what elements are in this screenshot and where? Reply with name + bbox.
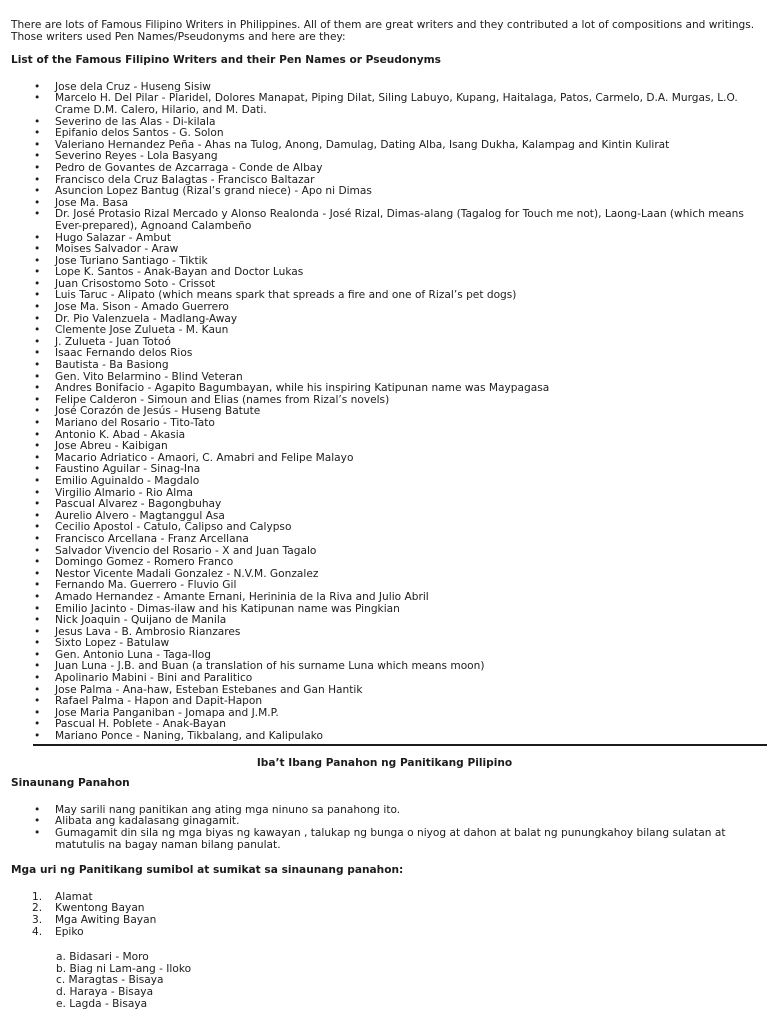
sinaunang-list-item: • Gumagamit din sila ng mga biyas ng kawayan , talukap ng bunga o niyog at dahon at balat ng punungkahoy bilang sulatan at matutulis na bagay naman bilang panulat. [55, 828, 758, 851]
list-item-text: Epiko [55, 925, 84, 938]
writer-list-item: • Apolinario Mabini - Bini and Paralitico [55, 673, 758, 685]
uri-heading: Mga uri ng Panitikang sumibol at sumikat sa sinaunang panahon: [11, 864, 404, 877]
writer-list-item: • Jose Maria Panganiban - Jomapa and J.M.P. [55, 708, 758, 720]
writers-list [11, 82, 758, 743]
writer-list-item: • Marcelo H. Del Pilar - Plaridel, Dolores Manapat, Piping Dilat, Siling Labuyo, Kupang, Haitalaga, Patos, Carmelo, D.A. Murgas, L.O. Crame D.M. Calero, Hilario, and M. Dati. [55, 93, 758, 116]
writer-list-item: • Pascual H. Poblete - Anak-Bayan [55, 719, 758, 731]
writer-list-item: • Severino Reyes - Lola Basyang [55, 151, 758, 163]
writer-list-item: • Jose Abreu - Kaibigan [55, 441, 758, 453]
writer-list-item: • Emilio Jacinto - Dimas-ilaw and his Katipunan name was Pingkian [55, 604, 758, 616]
writer-list-item: • Mariano del Rosario - Tito-Tato [55, 418, 758, 430]
writer-list-item: • Francisco Arcellana - Franz Arcellana [55, 534, 758, 546]
writer-list-item: • Dr. Pio Valenzuela - Madlang-Away [55, 314, 758, 326]
writer-list-item: • Hugo Salazar - Ambut [55, 233, 758, 245]
writer-list-item: • Francisco dela Cruz Balagtas - Francisco Baltazar [55, 175, 758, 187]
intro-paragraph: There are lots of Famous Filipino Writers in Philippines. All of them are great writers and they contributed a lot of compositions and writings. Those writers used Pen Names/Pseudonyms and here are they: [11, 19, 755, 43]
epic-item: d. Haraya - Bisaya [56, 985, 154, 998]
section-divider [33, 744, 767, 746]
writer-list-item: • Macario Adriatico - Amaori, C. Amabri and Felipe Malayo [55, 453, 758, 465]
writer-list-item: • Fernando Ma. Guerrero - Fluvio Gil [55, 580, 758, 592]
writer-list-item: • Jesus Lava - B. Ambrosio Rianzares [55, 627, 758, 639]
writer-list-item: • Domingo Gomez - Romero Franco [55, 557, 758, 569]
writer-list-item: • Antonio K. Abad - Akasia [55, 430, 758, 442]
writer-list-item: • Clemente Jose Zulueta - M. Kaun [55, 325, 758, 337]
writer-list-item: • Pedro de Govantes de Azcarraga - Conde de Albay [55, 163, 758, 175]
sinaunang-list [11, 805, 758, 851]
writer-list-item: • Bautista - Ba Basiong [55, 360, 758, 372]
writer-list-item: • Cecilio Apostol - Catulo, Calipso and Calypso [55, 522, 758, 534]
writer-list-item: • Pascual Alvarez - Bagongbuhay [55, 499, 758, 511]
writer-list-item: • J. Zulueta - Juan Totoó [55, 337, 758, 349]
writer-list-item: • José Corazón de Jesús - Huseng Batute [55, 406, 758, 418]
list-item-text: Alamat [55, 890, 93, 903]
writer-list-item: • Virgilio Almario - Rio Alma [55, 488, 758, 500]
writer-list-item: • Nestor Vicente Madali Gonzalez - N.V.M. Gonzalez [55, 569, 758, 581]
writer-list-item: • Luis Taruc - Alipato (which means spark that spreads a fire and one of Rizal’s pet dogs) [55, 290, 758, 302]
list-number: 4. [32, 925, 43, 938]
writer-list-item: • Mariano Ponce - Naning, Tikbalang, and Kalipulako [55, 731, 758, 743]
writer-list-item: • Jose Ma. Basa [55, 198, 758, 210]
epics-list [11, 952, 758, 1010]
uri-list [11, 892, 758, 938]
epic-item: b. Biag ni Lam-ang - Iloko [56, 962, 192, 975]
sinaunang-heading: Sinaunang Panahon [11, 777, 130, 790]
writer-list-item: • Juan Luna - J.B. and Buan (a translation of his surname Luna which means moon) [55, 661, 758, 673]
writer-list-item: • Amado Hernandez - Amante Ernani, Herininia de la Riva and Julio Abril [55, 592, 758, 604]
writer-list-item: • Epifanio delos Santos - G. Solon [55, 128, 758, 140]
writer-list-item: • Jose Palma - Ana-haw, Esteban Estebanes and Gan Hantik [55, 685, 758, 697]
list-heading: List of the Famous Filipino Writers and their Pen Names or Pseudonyms [11, 54, 441, 67]
section-title: Iba’t Ibang Panahon ng Panitikang Pilipino [256, 756, 513, 769]
list-number: 3. [32, 913, 43, 926]
writer-list-item: • Gen. Antonio Luna - Taga-Ilog [55, 650, 758, 662]
writer-list-item: • Asuncion Lopez Bantug (Rizal’s grand niece) - Apo ni Dimas [55, 186, 758, 198]
sinaunang-list-item: • Alibata ang kadalasang ginagamit. [55, 816, 758, 828]
uri-list-item [32, 913, 758, 927]
writer-list-item: • Lope K. Santos - Anak-Bayan and Doctor Lukas [55, 267, 758, 279]
writer-list-item: • Aurelio Alvero - Magtanggul Asa [55, 511, 758, 523]
epic-item: a. Bidasari - Moro [56, 951, 149, 964]
writer-list-item: • Juan Crisostomo Soto - Crissot [55, 279, 758, 291]
writer-list-item: • Nick Joaquin - Quijano de Manila [55, 615, 758, 627]
writer-list-item: • Isaac Fernando delos Rios [55, 348, 758, 360]
writer-list-item: • Salvador Vivencio del Rosario - X and Juan Tagalo [55, 546, 758, 558]
list-item-text: Kwentong Bayan [55, 902, 145, 915]
uri-list-item [32, 890, 758, 904]
list-number: 1. [32, 890, 43, 903]
list-item-text: Mga Awiting Bayan [55, 913, 157, 926]
list-number: 2. [32, 902, 43, 915]
epic-item: c. Maragtas - Bisaya [56, 974, 164, 987]
writer-list-item: • Sixto Lopez - Batulaw [55, 638, 758, 650]
uri-list-item [32, 902, 758, 915]
sinaunang-list-item: • May sarili nang panitikan ang ating mga ninuno sa panahong ito. [55, 805, 758, 817]
writer-list-item: • Dr. José Protasio Rizal Mercado y Alonso Realonda - José Rizal, Dimas-alang (Tagalog for Touch me not), Laong-Laan (which means Ever-prepared), Agnoand Calambeño [55, 209, 758, 232]
writer-list-item: • Jose Ma. Sison - Amado Guerrero [55, 302, 758, 314]
writer-list-item: • Emilio Aguinaldo - Magdalo [55, 476, 758, 488]
writer-list-item: • Valeriano Hernandez Peña - Ahas na Tulog, Anong, Damulag, Dating Alba, Isang Dukha, Kalampag and Kintin Kulirat [55, 140, 758, 152]
uri-list-item [32, 925, 758, 939]
epic-item: e. Lagda - Bisaya [56, 997, 148, 1010]
writer-list-item: • Felipe Calderon - Simoun and Elias (names from Rizal’s novels) [55, 395, 758, 407]
writer-list-item: • Severino de las Alas - Di-kilala [55, 117, 758, 129]
writer-list-item: • Rafael Palma - Hapon and Dapit-Hapon [55, 696, 758, 708]
writer-list-item: • Gen. Vito Belarmino - Blind Veteran [55, 372, 758, 384]
writer-list-item: • Andres Bonifacio - Agapito Bagumbayan, while his inspiring Katipunan name was Maypagasa [55, 383, 758, 395]
writer-list-item: • Moises Salvador - Araw [55, 244, 758, 256]
writer-list-item: • Jose dela Cruz - Huseng Sisiw [55, 82, 758, 94]
writer-list-item: • Jose Turiano Santiago - Tiktik [55, 256, 758, 268]
writer-list-item: • Faustino Aguilar - Sinag-Ina [55, 464, 758, 476]
